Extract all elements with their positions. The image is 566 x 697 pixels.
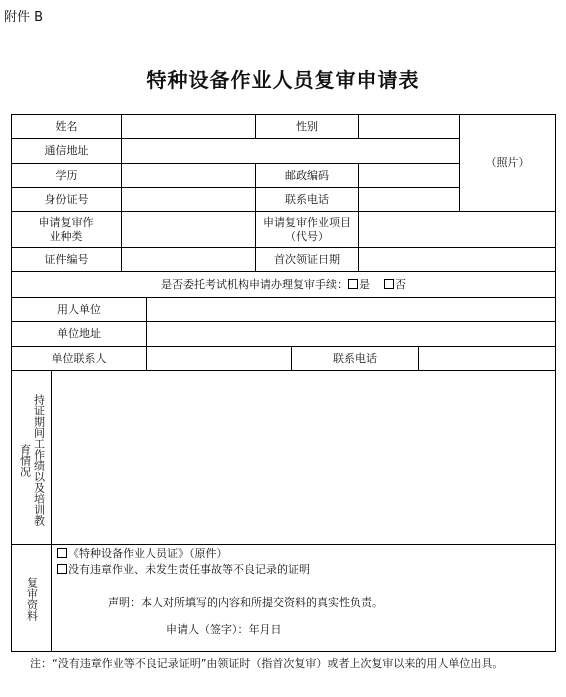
attachment-label: 附件 B xyxy=(4,10,44,25)
id-number-label: 身份证号 xyxy=(44,192,89,206)
yes-label: 是 xyxy=(359,277,370,291)
cert-number-label: 证件编号 xyxy=(44,252,89,266)
checkbox-icon xyxy=(348,279,358,289)
signature-line: 申请人（签字）：年月日 xyxy=(166,623,282,636)
entrust-question: 是否委托考试机构申请办理复审手续： xyxy=(161,277,348,291)
employer-label: 用人单位 xyxy=(57,302,101,316)
postcode-label: 邮政编码 xyxy=(285,168,329,182)
entrust-row xyxy=(12,272,555,297)
employer-address-field[interactable] xyxy=(147,322,555,346)
material-item-1[interactable] xyxy=(57,547,228,561)
checkbox-icon xyxy=(57,548,67,558)
review-type-field[interactable] xyxy=(122,212,255,247)
photo-placeholder: （照片） xyxy=(485,156,530,169)
work-history-field[interactable] xyxy=(52,371,555,544)
address-label: 通信地址 xyxy=(44,144,89,157)
footnote: 注：“没有违章作业等不良记录证明”由领证时（指首次复审）或者上次复审以来的用人单位出具。 xyxy=(30,657,504,670)
materials-label: 复审资料 xyxy=(25,577,39,621)
yes-checkbox[interactable] xyxy=(348,278,370,292)
id-number-field[interactable] xyxy=(122,188,255,211)
checkbox-icon xyxy=(384,279,394,289)
phone-label: 联系电话 xyxy=(285,192,329,206)
postcode-field[interactable] xyxy=(359,164,459,187)
no-checkbox[interactable] xyxy=(384,278,406,292)
material-item-2-label: 没有违章作业、未发生责任事故等不良记录的证明 xyxy=(68,563,310,576)
work-history-label: 持证期间工作绩以及培训教育情况 xyxy=(18,394,46,526)
contact-phone-label: 联系电话 xyxy=(333,351,377,365)
checkbox-icon xyxy=(57,564,67,574)
gender-field[interactable] xyxy=(359,115,459,138)
materials-label-cell xyxy=(12,576,51,622)
employer-address-label: 单位地址 xyxy=(57,327,101,340)
form-title: 特种设备作业人员复审申请表 xyxy=(146,68,420,92)
declaration-text: 声明：本人对所填写的内容和所提交资料的真实性负责。 xyxy=(108,596,383,609)
phone-field[interactable] xyxy=(359,188,459,211)
cert-number-field[interactable] xyxy=(122,248,255,271)
first-issue-date-label: 首次领证日期 xyxy=(274,252,340,266)
review-type-label: 申请复审作业种类 xyxy=(38,215,94,243)
name-field[interactable] xyxy=(122,115,255,138)
gender-label: 性别 xyxy=(296,119,318,133)
employer-contact-field[interactable] xyxy=(147,347,291,370)
education-label: 学历 xyxy=(55,168,78,182)
first-issue-date-field[interactable] xyxy=(359,248,555,271)
name-label: 姓名 xyxy=(55,119,78,133)
contact-phone-field[interactable] xyxy=(419,347,555,370)
review-item-label: 申请复审作业项目（代号） xyxy=(263,215,351,243)
material-item-2[interactable] xyxy=(57,563,310,577)
work-history-label-cell xyxy=(12,390,51,530)
employer-contact-label: 单位联系人 xyxy=(51,351,107,365)
employer-field[interactable] xyxy=(147,298,555,321)
material-item-1-label: 《特种设备作业人员证》（原件） xyxy=(68,547,228,560)
education-field[interactable] xyxy=(122,164,255,187)
review-item-field[interactable] xyxy=(359,212,555,247)
address-field[interactable] xyxy=(122,139,459,163)
no-label: 否 xyxy=(395,277,406,291)
